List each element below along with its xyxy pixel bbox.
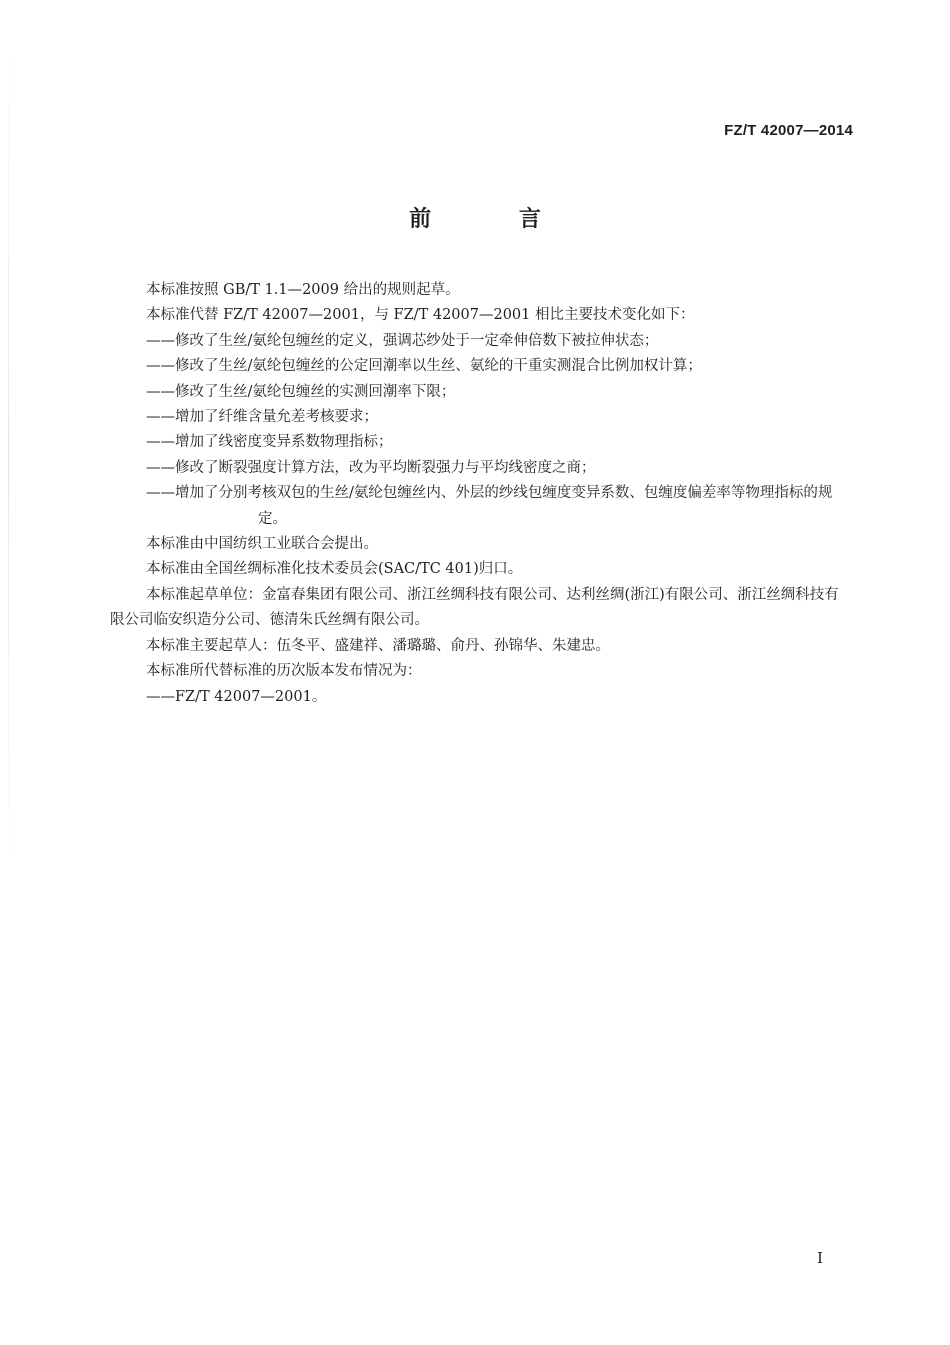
history-item: ——FZ/T 42007—2001。: [146, 688, 327, 705]
change-item-text: 修改了生丝/氨纶包缠丝的公定回潮率以生丝、氨纶的干重实测混合比例加权计算；: [175, 358, 702, 375]
change-item-text: 修改了生丝/氨纶包缠丝的定义，强调芯纱处于一定牵伸倍数下被拉伸状态；: [175, 332, 659, 349]
dash-prefix: ——: [146, 409, 175, 426]
dash-prefix: ——: [146, 434, 175, 451]
change-item-text: 增加了分别考核双包的生丝/氨纶包缠丝内、外层的纱线包缠度变异系数、包缠度偏差率等物理指标的规定。: [175, 485, 833, 527]
paragraph-drafting-units: 本标准起草单位：金富春集团有限公司、浙江丝绸科技有限公司、达利丝绸(浙江)有限公司、浙江丝绸科技有限公司临安织造分公司、德清朱氏丝绸有限公司。: [110, 586, 839, 629]
dash-prefix: ——: [146, 332, 175, 349]
change-item-text: 增加了线密度变异系数物理指标；: [175, 434, 393, 451]
standard-number: FZ/T 42007—2014: [724, 122, 853, 139]
paragraph-drafters: 本标准主要起草人：伍冬平、盛建祥、潘璐璐、俞丹、孙锦华、朱建忠。: [146, 637, 610, 654]
change-item: [110, 430, 852, 455]
change-item: [110, 380, 852, 405]
paragraph-drafting-rules: 本标准按照 GB/T 1.1—2009 给出的规则起草。: [146, 282, 460, 298]
change-item: [110, 456, 852, 481]
dash-prefix: ——: [146, 358, 175, 375]
page-number: I: [817, 1249, 823, 1267]
scan-edge-shadow: [8, 30, 9, 880]
change-item-text: 修改了断裂强度计算方法，改为平均断裂强力与平均线密度之商；: [175, 459, 596, 476]
change-item: [110, 354, 852, 379]
paragraph-history-intro: 本标准所代替标准的历次版本发布情况为：: [146, 663, 422, 680]
foreword-title: 前 言: [409, 207, 581, 232]
dash-prefix: ——: [146, 459, 175, 476]
foreword-body: [110, 278, 852, 710]
paragraph-proposed-by: 本标准由中国纺织工业联合会提出。: [146, 536, 378, 553]
paragraph-replaces: 本标准代替 FZ/T 42007—2001，与 FZ/T 42007—2001 相比主要技术变化如下：: [146, 307, 695, 324]
dash-prefix: ——: [146, 485, 175, 502]
change-item: [110, 405, 852, 430]
dash-prefix: ——: [146, 383, 175, 400]
paragraph-centralized-by: 本标准由全国丝绸标准化技术委员会(SAC/TC 401)归口。: [146, 561, 523, 578]
change-item: [110, 329, 852, 354]
change-item: [110, 481, 852, 532]
change-item-text: 增加了纤维含量允差考核要求；: [175, 409, 378, 426]
change-item-text: 修改了生丝/氨纶包缠丝的实测回潮率下限；: [175, 383, 456, 400]
